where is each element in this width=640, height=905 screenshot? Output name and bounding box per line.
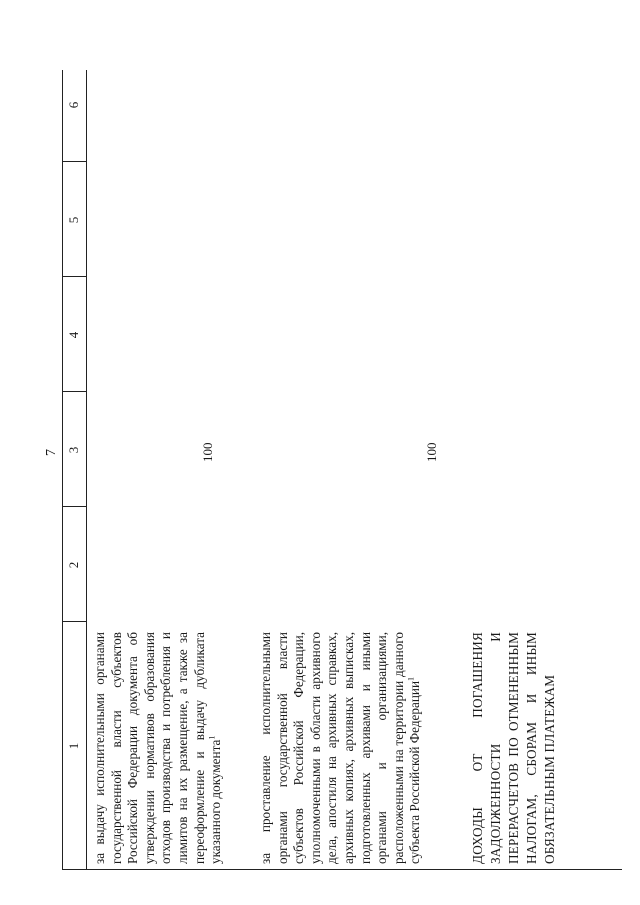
table-row <box>258 632 424 864</box>
row-3-text: ДОХОДЫ ОТ ПОГАШЕНИЯ ЗАДОЛЖЕННОСТИ И ПЕРЕРАСЧЕТОВ ПО ОТМЕНЕННЫМ НАЛОГАМ, СБОРАМ И ИНЫМ ОБЯЗАТЕЛЬНЫМ ПЛАТЕЖАМ <box>470 632 557 864</box>
row-2-footnote: 1 <box>406 676 416 681</box>
row-2-value: 100 <box>424 442 439 462</box>
header-bottom-border <box>86 70 87 870</box>
row-2-text: за проставление исполнительными органами государственной власти субъектов Российской Федерации, уполномоченными в области архивного дела, апостиля на архивных справках, архивных копиях, архивных выписках, подготовленных архивами и иными органами и организациями, расположенными на территории данного субъекта Российской Федерации <box>258 632 423 864</box>
table-row <box>469 632 559 864</box>
row-1-value: 100 <box>200 442 215 462</box>
row-1-footnote: 1 <box>207 735 217 740</box>
column-divider-3 <box>62 391 86 392</box>
column-divider-1 <box>62 621 86 622</box>
column-divider-5 <box>62 161 86 162</box>
column-divider-4 <box>62 276 86 277</box>
column-header-2: 2 <box>66 561 81 569</box>
table-row <box>92 632 225 864</box>
column-header-5: 5 <box>66 216 81 224</box>
row-1-text: за выдачу исполнительными органами государственной власти субъектов Российской Федерации документа об утверждении нормативов образования отходов производства и потребления и лимитов на их размещение, а также за переоформление и выдачу дубликата указанного документа <box>92 632 224 864</box>
column-header-1: 1 <box>66 742 81 750</box>
page-number: 7 <box>44 449 59 456</box>
column-header-3: 3 <box>66 446 81 454</box>
column-divider-2 <box>62 506 86 507</box>
column-header-4: 4 <box>66 331 81 339</box>
rotated-table <box>62 70 622 870</box>
table-left-border <box>62 869 622 870</box>
column-header-6: 6 <box>66 101 81 109</box>
table-top-border <box>62 70 63 870</box>
